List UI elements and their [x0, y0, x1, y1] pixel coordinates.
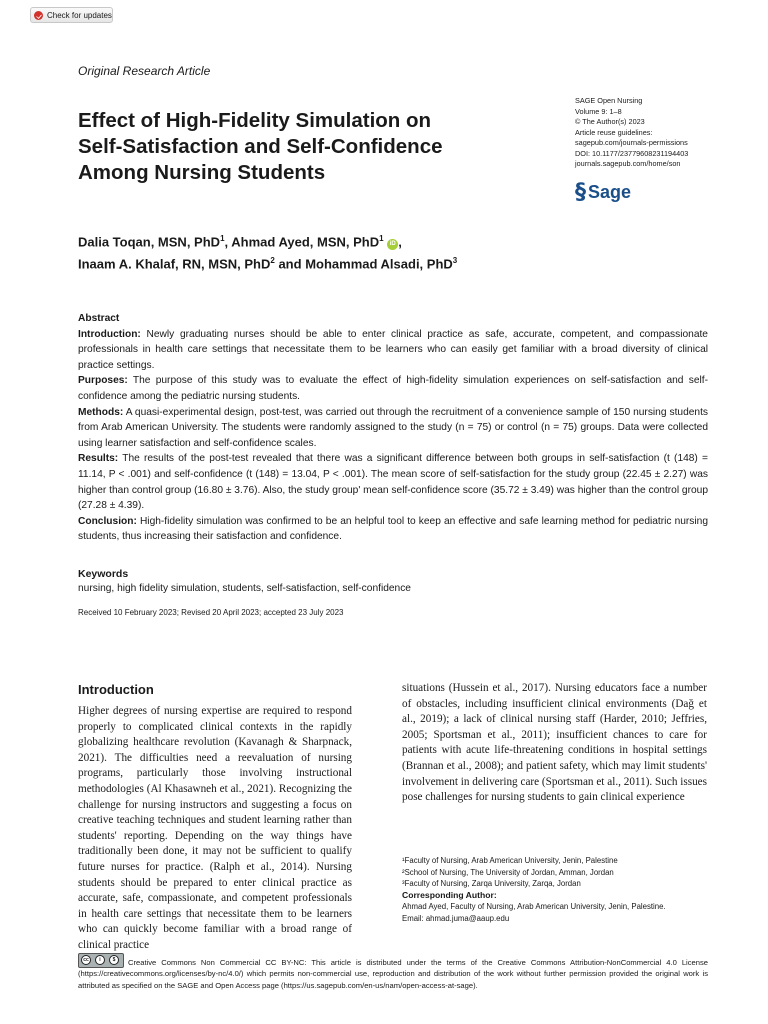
keywords-list: nursing, high fidelity simulation, students, self-satisfaction, self-confidence — [78, 583, 411, 594]
body-column-right — [402, 681, 707, 806]
keywords-heading: Keywords — [78, 568, 129, 580]
sage-logo-text: Sage — [588, 182, 632, 202]
author-affil-sup: 1 — [379, 234, 384, 243]
author-name: Dalia Toqan, MSN, PhD — [78, 234, 221, 250]
corresponding-author-heading: Corresponding Author: — [402, 889, 497, 900]
corresponding-author-email[interactable]: Email: ahmad.juma@aaup.edu — [402, 913, 510, 923]
section-text: The purpose of this study was to evaluate the effect of high-fidelity simulation experiences on self-satisfaction and self-confidence among the pediatric nursing students. — [78, 375, 708, 402]
author-name: Ahmad Ayed, MSN, PhD — [231, 234, 380, 250]
article-dates: Received 10 February 2023; Revised 20 April 2023; accepted 23 July 2023 — [78, 608, 344, 617]
journal-home-link[interactable]: journals.sagepub.com/home/son — [575, 159, 681, 168]
check-for-updates-button[interactable] — [30, 7, 113, 23]
author-affil-sup: 3 — [452, 256, 458, 266]
journal-name: SAGE Open Nursing — [575, 96, 643, 105]
journal-copyright: © The Author(s) 2023 — [575, 117, 645, 126]
reuse-label: Article reuse guidelines: — [575, 127, 653, 137]
author-name: Inaam A. Khalaf, RN, MSN, PhD — [78, 256, 271, 272]
affiliation-item: ¹Faculty of Nursing, Arab American University, Jenin, Palestine — [402, 856, 618, 865]
orcid-icon[interactable]: iD — [387, 239, 398, 250]
article-title: Effect of High-Fidelity Simulation on Self-Satisfaction and Self-Confidence Among Nursing Students — [78, 109, 443, 184]
section-text: High-fidelity simulation was confirmed to be an helpful tool to keep an effective and safe learning method for pediatric nursing students, thus increasing their satisfaction and confidence. — [78, 515, 708, 543]
sage-s-icon: § — [575, 180, 586, 205]
sage-logo — [575, 180, 631, 205]
article-type: Original Research Article — [78, 64, 211, 78]
author-name: Mohammad Alsadi, PhD — [305, 256, 453, 272]
author-affil-sup: 2 — [270, 256, 275, 266]
body-paragraph: situations (Hussein et al., 2017). Nursing educators face a number of obstacles, including insufficient clinical environments (Dağ et al., 2019); a lack of clinical nursing staff (Harder, 2010; Jeffries, 2005; Sportsman et al., 2011); insufficient chances to care for patients with acute life-threatening conditions in hospital settings (Brannan et al., 2008); and patient safety, which may limit students' involvement in delivering care (Sportsman et al., 2011). Such issues pose challenges for nursing students to gain clinical experience — [402, 682, 707, 804]
body-column-left — [78, 704, 352, 954]
abstract-results — [78, 451, 708, 513]
check-for-updates-label: Check for updates — [47, 10, 112, 20]
license-notice — [78, 953, 708, 991]
doi-link[interactable]: DOI: 10.1177/23779608231194403 — [575, 148, 689, 158]
corresponding-author-name: Ahmad Ayed, Faculty of Nursing, Arab American University, Jenin, Palestine. — [402, 902, 666, 911]
permissions-link[interactable]: sagepub.com/journals-permissions — [575, 138, 688, 147]
introduction-heading: Introduction — [78, 682, 154, 697]
section-label: Results: — [78, 453, 119, 465]
body-paragraph: Higher degrees of nursing expertise are required to respond properly to complicated clinical contexts in the rapidly globalizing healthcare revolution (Kavanagh & Sharpnack, 2021). The difficulties need a reevaluation of nursing programs, particularly those involving instructional methodologies (Al Khasawneh et al., 2021). Recognizing the challenge for nursing instructors and suggesting a focus on creative teaching techniques and student learning rather than students' reporting. Depending on the way things have traditionally been done, it may not be sufficient to qualify future nurses for practice. (Ralph et al., 2014). Nursing students should be prepared to enter clinical practice as accurate, safe, compassionate, and competent professionals in health care settings that necessitate them to be learners who can quickly become familiar with a broad range of clinical practice — [78, 705, 352, 951]
journal-info — [575, 96, 688, 170]
section-label: Introduction: — [78, 328, 141, 340]
section-text: A quasi-experimental design, post-test, was carried out through the recruitment of a convenience sample of 150 nursing students from Arab American University. The students were randomly assigned to the study (n = 75) or control (n = 75) groups. Data were collected using learner satisfaction and self-confidence scales. — [78, 406, 708, 449]
abstract-introduction — [78, 327, 708, 374]
creative-commons-icon[interactable]: cc i $ — [78, 953, 124, 968]
section-text: The results of the post-test revealed that there was a significant difference between both groups in self-satisfaction (t (148) = 11.14, P < .001) and self-confidence (t (148) = 13.04, P < .001). The mean score of self-satisfaction for the study group (22.45 ± 2.27) was higher than control group (16.80 ± 3.76). Also, the study group' mean self-confidence score (35.72 ± 3.49) was higher than the control group (27.28 ± 4.39). — [78, 453, 708, 512]
author-affil-sup: 1 — [220, 234, 225, 243]
license-text: Creative Commons Non Commercial CC BY-NC: This article is distributed under the terms of the Creative Commons Attribution-NonCommercial 4.0 License (https://creativecommons.org/licenses/by-nc/4.0/) which permits non-commercial use, reproduction and distribution of the work without further permission provided the original work is attributed as specified on the SAGE and Open Access page (https://us.sagepub.com/en-us/nam/open-access-at-sage). — [78, 958, 708, 990]
abstract-methods — [78, 405, 708, 452]
check-updates-icon — [34, 11, 43, 20]
journal-volume: Volume 9: 1–8 — [575, 106, 622, 116]
abstract — [78, 311, 708, 545]
abstract-purposes — [78, 373, 708, 404]
section-text: Newly graduating nurses should be able to enter clinical practice as safe, accurate, competent, and compassionate professionals in health care settings that necessitate them to be learners who can easily get familiar with a broad diversity of clinical practice settings. — [78, 328, 708, 371]
section-label: Conclusion: — [78, 515, 137, 527]
author-list: Dalia Toqan, MSN, PhD$^1$, Ahmad Ayed, MSN, PhD$^1$ iD , Inaam A. Khalaf, RN, MSN, PhD$^2$ and Mohammad Alsadi, PhD$^3$ — [78, 234, 458, 272]
abstract-heading: Abstract — [78, 313, 120, 324]
section-label: Methods: — [78, 406, 124, 418]
section-label: Purposes: — [78, 375, 128, 387]
affiliation-item: ²School of Nursing, The University of Jordan, Amman, Jordan — [402, 867, 614, 877]
abstract-conclusion — [78, 514, 708, 545]
affiliations — [402, 855, 722, 924]
affiliation-item: ³Faculty of Nursing, Zarqa University, Zarqa, Jordan — [402, 879, 581, 888]
